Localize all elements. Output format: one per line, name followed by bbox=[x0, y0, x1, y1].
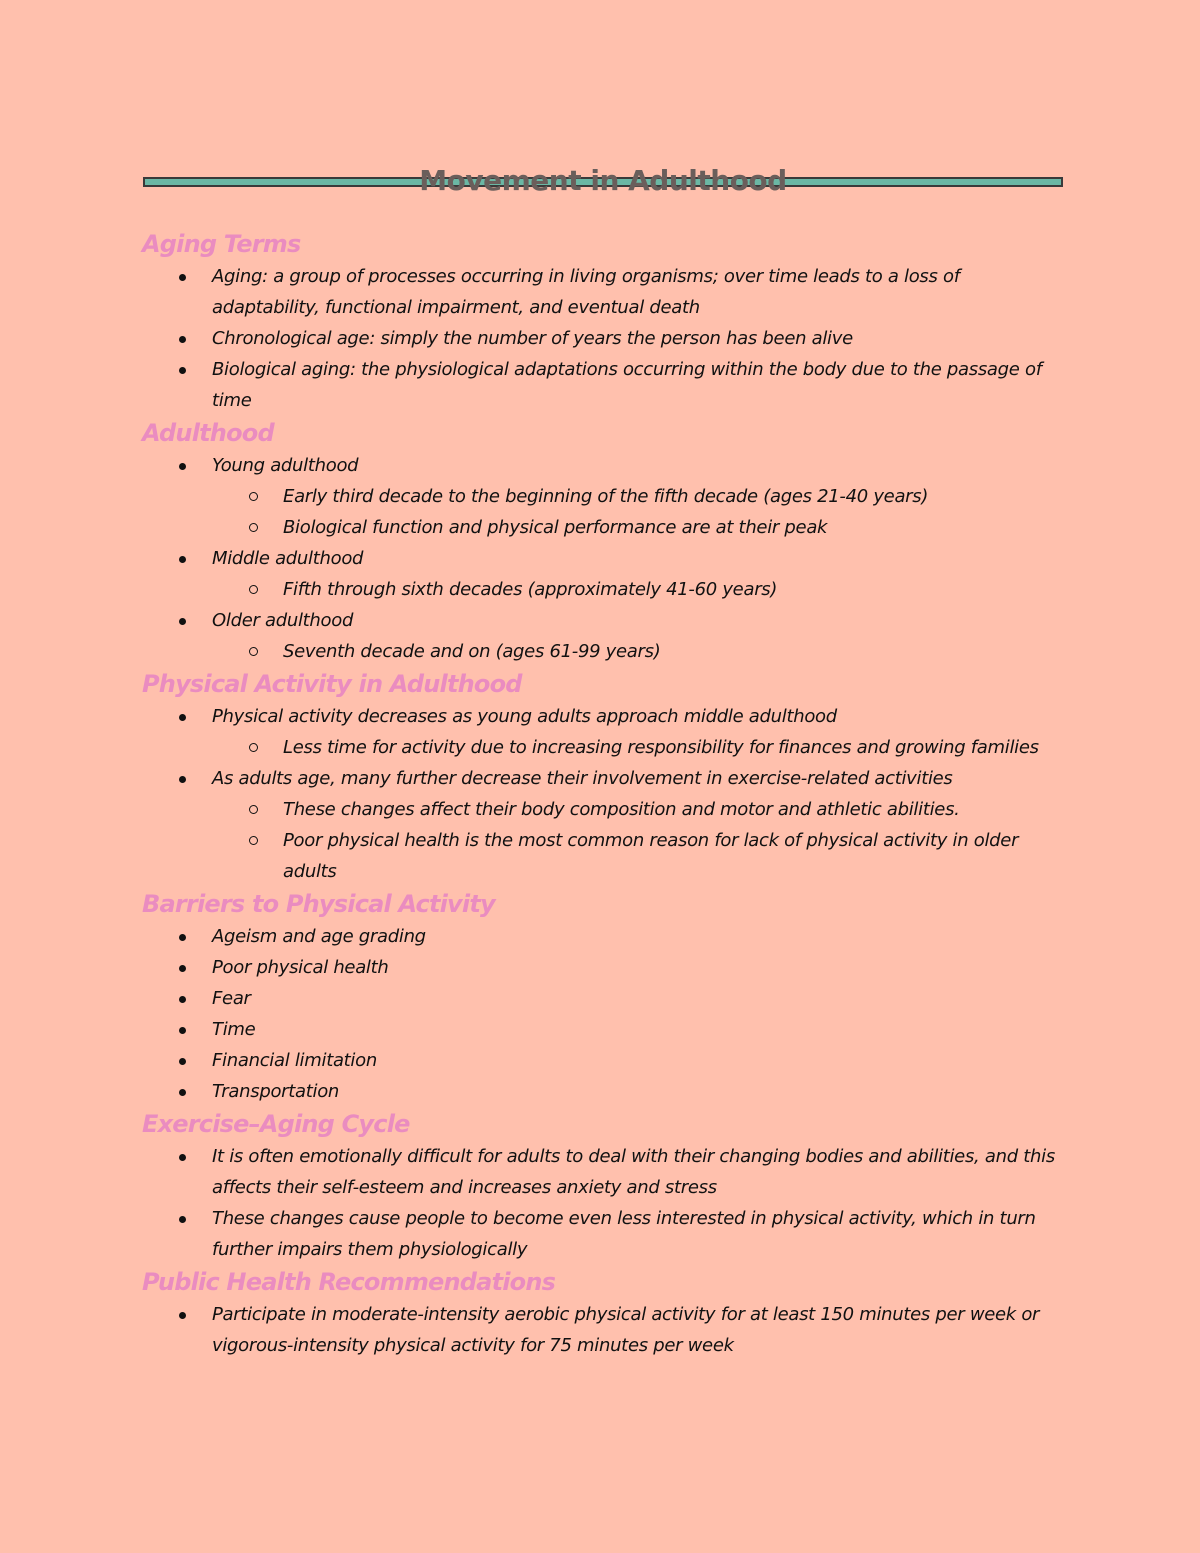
title-banner bbox=[143, 164, 1063, 200]
section-heading: Aging Terms bbox=[142, 230, 301, 258]
bullet-list bbox=[142, 1299, 1072, 1361]
section-heading: Exercise–Aging Cycle bbox=[142, 1110, 410, 1138]
bullet-list bbox=[142, 921, 1072, 1107]
sub-list-item: Less time for activity due to increasing responsibility for finances and growing families bbox=[142, 732, 1072, 763]
list-item: Time bbox=[142, 1014, 1072, 1045]
page-title: Movement in Adulthood bbox=[419, 164, 787, 197]
sub-list-item: Early third decade to the beginning of the fifth decade (ages 21-40 years) bbox=[142, 481, 1072, 512]
sub-list-item: Poor physical health is the most common reason for lack of physical activity in older adults bbox=[142, 825, 1072, 887]
list-item: As adults age, many further decrease their involvement in exercise-related activities bbox=[142, 763, 1072, 794]
list-item: Older adulthood bbox=[142, 605, 1072, 636]
document-body bbox=[142, 227, 1072, 1361]
bullet-list bbox=[142, 261, 1072, 416]
list-item: Middle adulthood bbox=[142, 543, 1072, 574]
section-heading: Barriers to Physical Activity bbox=[142, 890, 495, 918]
list-item: Financial limitation bbox=[142, 1045, 1072, 1076]
list-item: Young adulthood bbox=[142, 450, 1072, 481]
list-item: Fear bbox=[142, 983, 1072, 1014]
sub-list-item: Biological function and physical performance are at their peak bbox=[142, 512, 1072, 543]
list-item: Participate in moderate-intensity aerobic physical activity for at least 150 minutes per week or vigorous-intensity physical activity for 75 minutes per week bbox=[142, 1299, 1072, 1361]
bullet-list bbox=[142, 450, 1072, 667]
bullet-list bbox=[142, 701, 1072, 887]
list-item: Poor physical health bbox=[142, 952, 1072, 983]
list-item: Physical activity decreases as young adults approach middle adulthood bbox=[142, 701, 1072, 732]
sub-list-item: These changes affect their body composition and motor and athletic abilities. bbox=[142, 794, 1072, 825]
sub-list-item: Seventh decade and on (ages 61-99 years) bbox=[142, 636, 1072, 667]
section-heading: Physical Activity in Adulthood bbox=[142, 670, 522, 698]
list-item: Biological aging: the physiological adaptations occurring within the body due to the passage of time bbox=[142, 354, 1072, 416]
list-item: Transportation bbox=[142, 1076, 1072, 1107]
list-item: Ageism and age grading bbox=[142, 921, 1072, 952]
list-item: Chronological age: simply the number of years the person has been alive bbox=[142, 323, 1072, 354]
list-item: It is often emotionally difficult for adults to deal with their changing bodies and abilities, and this affects their self-esteem and increases anxiety and stress bbox=[142, 1141, 1072, 1203]
bullet-list bbox=[142, 1141, 1072, 1265]
section-heading: Adulthood bbox=[142, 419, 274, 447]
list-item: These changes cause people to become even less interested in physical activity, which in turn further impairs them physiologically bbox=[142, 1203, 1072, 1265]
sub-list-item: Fifth through sixth decades (approximately 41-60 years) bbox=[142, 574, 1072, 605]
list-item: Aging: a group of processes occurring in living organisms; over time leads to a loss of adaptability, functional impairment, and eventual death bbox=[142, 261, 1072, 323]
section-heading: Public Health Recommendations bbox=[142, 1268, 556, 1296]
